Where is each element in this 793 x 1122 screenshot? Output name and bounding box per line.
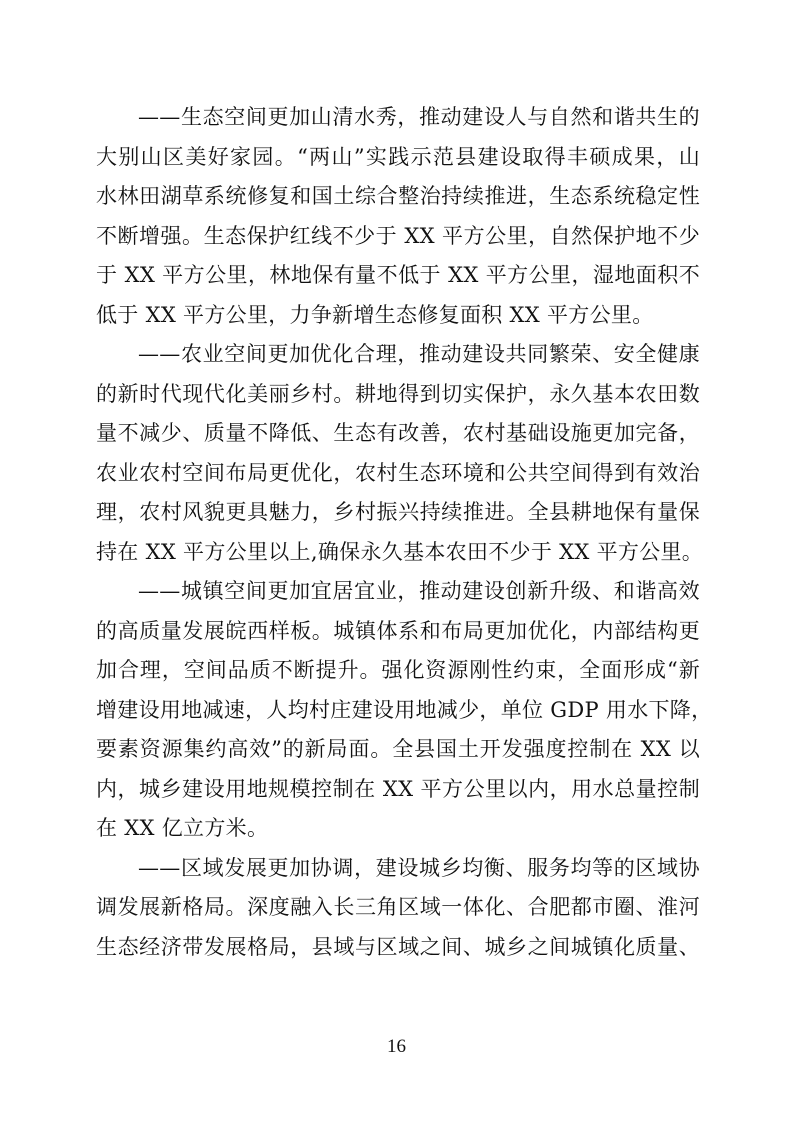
text-line: 加合理，空间品质不断提升。强化资源刚性约束，全面形成“新 xyxy=(96,658,700,682)
text-line: 的高质量发展皖西样板。城镇体系和布局更加优化，内部结构更 xyxy=(96,618,700,643)
text-line: 持在 XX 平方公里以上,确保永久基本农田不少于 XX 平方公里。 xyxy=(96,539,704,564)
text-line: 量不减少、质量不降低、生态有改善，农村基础设施更加完备， xyxy=(96,421,700,445)
text-line: 调发展新格局。深度融入长三角区域一体化、合肥都市圈、淮河 xyxy=(96,895,700,919)
page-number: 16 xyxy=(387,1036,406,1057)
text-line: 生态经济带发展格局，县域与区域之间、城乡之间城镇化质量、 xyxy=(96,934,700,959)
text-line: 理，农村风貌更具魅力，乡村振兴持续推进。全县耕地保有量保 xyxy=(96,500,700,524)
text-line: 内，城乡建设用地规模控制在 XX 平方公里以内，用水总量控制 xyxy=(96,776,700,801)
text-line: ——农业空间更加优化合理，推动建设共同繁荣、安全健康 xyxy=(138,342,700,366)
text-line: 的新时代现代化美丽乡村。耕地得到切实保护，永久基本农田数 xyxy=(96,381,700,406)
text-line: 于 XX 平方公里，林地保有量不低于 XX 平方公里，湿地面积不 xyxy=(96,263,700,287)
text-line: ——区域发展更加协调，建设城乡均衡、服务均等的区域协 xyxy=(138,855,700,880)
text-line: 低于 XX 平方公里，力争新增生态修复面积 XX 平方公里。 xyxy=(96,302,654,327)
text-line: 增建设用地减速，人均村庄建设用地减少，单位 GDP 用水下降， xyxy=(96,697,713,722)
text-line: 在 XX 亿立方米。 xyxy=(96,816,269,840)
document-body xyxy=(96,98,713,967)
text-line: 农业农村空间布局更优化，农村生态环境和公共空间得到有效治 xyxy=(96,460,700,485)
text-line: 要素资源集约高效”的新局面。全县国土开发强度控制在 XX 以 xyxy=(96,737,700,761)
text-line: 不断增强。生态保护红线不少于 XX 平方公里，自然保护地不少 xyxy=(96,223,700,248)
text-line: ——生态空间更加山清水秀，推动建设人与自然和谐共生的 xyxy=(138,105,700,129)
text-line: 大别山区美好家园。“两山”实践示范县建设取得丰硕成果，山 xyxy=(96,144,700,169)
text-line: ——城镇空间更加宜居宜业，推动建设创新升级、和谐高效 xyxy=(138,579,700,603)
text-line: 水林田湖草系统修复和国土综合整治持续推进，生态系统稳定性 xyxy=(96,184,700,208)
